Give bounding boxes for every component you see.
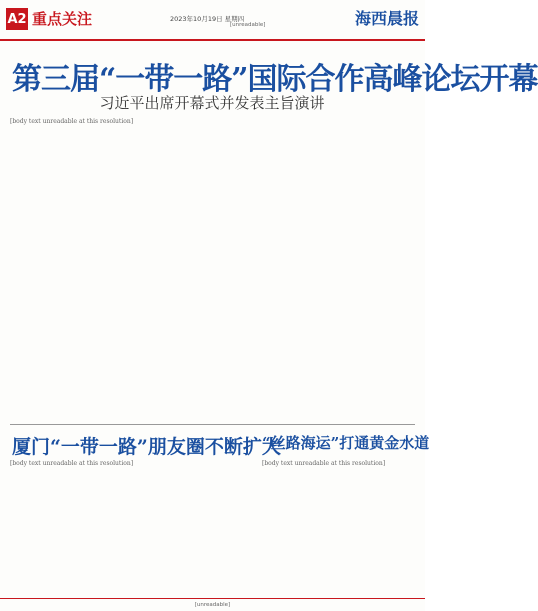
section-title: 重点关注	[32, 10, 93, 28]
page-header	[0, 0, 425, 40]
story2-body: [body text unreadable at this resolution]	[10, 460, 134, 467]
story2-headline: 厦门“一带一路”朋友圈不断扩大	[12, 436, 281, 458]
dateline: 2023年10月19日 星期四	[170, 15, 245, 23]
main-article-body: [body text unreadable at this resolution]	[10, 118, 134, 125]
main-subheadline: 习近平出席开幕式并发表主旨演讲	[99, 94, 325, 112]
story3-headline: “丝路海运”打通黄金水道	[262, 434, 430, 452]
header-rule	[0, 39, 425, 41]
story3-body: [body text unreadable at this resolution]	[262, 460, 386, 467]
page-footer: [unreadable]	[0, 598, 425, 611]
section-divider	[10, 424, 415, 425]
newspaper-logo: 海西晨报	[354, 9, 419, 28]
main-headline: 第三届“一带一路”国际合作高峰论坛开幕	[12, 62, 538, 97]
page-number: A2	[6, 8, 28, 30]
editor-line: [unreadable]	[230, 22, 266, 28]
